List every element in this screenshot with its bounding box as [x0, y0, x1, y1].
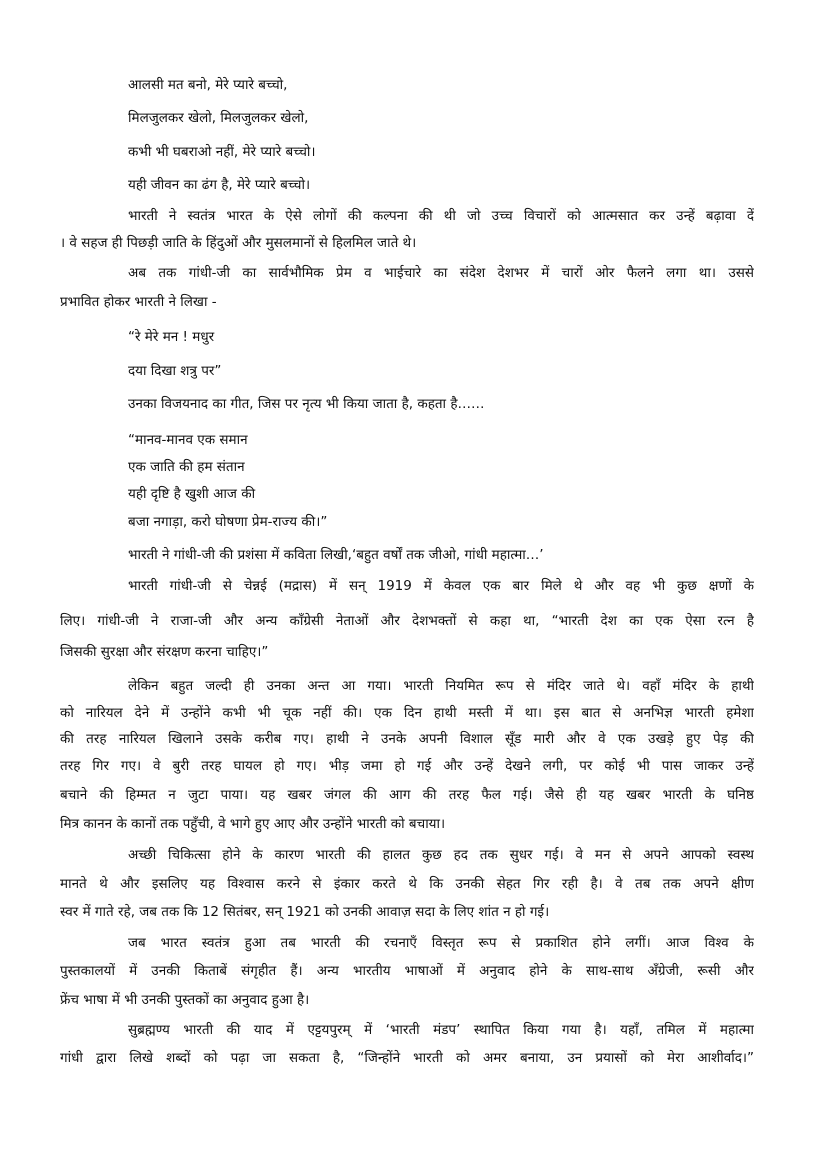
- song-line: यही दृष्टि है खुशी आज की: [128, 486, 256, 502]
- paragraph-line: फ्रेंच भाषा में भी उनकी पुस्तकों का अनुवाद हुआ है।: [60, 992, 310, 1008]
- paragraph-line: उनका विजयनाद का गीत, जिस पर नृत्य भी किया जाता है, कहता है……: [128, 396, 485, 412]
- paragraph-line: मित्र कानन के कानों तक पहुँची, वे भागे हुए आए और उन्होंने भारती को बचाया।: [60, 816, 446, 832]
- paragraph-line: लेकिन बहुत जल्दी ही उनका अन्त आ गया। भारती नियमित रूप से मंदिर जाते थे। वहाँ मंदिर के हाथी: [128, 678, 754, 694]
- paragraph-line: भारती ने गांधी-जी की प्रशंसा में कविता लिखी,‘बहुत वर्षों तक जीओ, गांधी महात्मा…’: [128, 547, 544, 563]
- paragraph-line: भारती गांधी-जी से चेन्नई (मद्रास) में सन् 1919 में केवल एक बार मिले थे और वह भी कुछ क्षणों के: [128, 578, 754, 594]
- paragraph-line: गांधी द्वारा लिखे शब्दों को पढ़ा जा सकता है, “जिन्होंने भारती को अमर बनाया, उन प्रयासों को मेरा आशीर्वाद।”: [60, 1050, 754, 1066]
- paragraph-line: स्वर में गाते रहे, जब तक कि 12 सितंबर, सन् 1921 को उनकी आवाज़ सदा के लिए शांत न हो गई।: [60, 904, 550, 920]
- paragraph-line: जिसकी सुरक्षा और संरक्षण करना चाहिए।”: [60, 644, 269, 660]
- poem-line-4: यही जीवन का ढंग है, मेरे प्यारे बच्चो।: [128, 177, 311, 193]
- paragraph-line: लिए। गांधी-जी ने राजा-जी और अन्य काँग्रेसी नेताओं और देशभक्तों से कहा था, “भारती देश का एक ऐसा रत्न है: [60, 613, 754, 629]
- poem-line-1: आलसी मत बनो, मेरे प्यारे बच्चो,: [128, 77, 288, 93]
- song-line: बजा नगाड़ा, करो घोषणा प्रेम-राज्य की।”: [128, 514, 328, 530]
- poem-line-2: मिलजुलकर खेलो, मिलजुलकर खेलो,: [128, 110, 309, 126]
- paragraph-line: मानते थे और इसलिए यह विश्वास करने से इंकार करते थे कि उनकी सेहत गिर रही है। वे तब तक अपने क्षीण: [60, 876, 754, 892]
- paragraph-line: बचाने की हिम्मत न जुटा पाया। यह खबर जंगल की आग की तरह फैल गई। जैसे ही यह खबर भारती के घनिष्ठ: [60, 787, 754, 803]
- song-line: एक जाति की हम संतान: [128, 459, 245, 475]
- paragraph-line: अब तक गांधी-जी का सार्वभौमिक प्रेम व भाईचारे का संदेश देशभर में चारों ओर फैलने लगा था। उससे: [128, 265, 754, 281]
- paragraph-line: को नारियल देने में उन्होंने कभी भी चूक नहीं की। एक दिन हाथी मस्ती में था। इस बात से अनभिज्ञ भारती हमेशा: [60, 705, 754, 721]
- paragraph-line: सुब्रह्मण्य भारती की याद में एट्टयपुरम् में ‘भारती मंडप’ स्थापित किया गया है। यहाँ, तमिल में महात्मा: [128, 1022, 754, 1038]
- quote-line: “रे मेरे मन ! मधुर: [128, 329, 215, 345]
- paragraph-line: पुस्तकालयों में उनकी किताबें संगृहीत हैं। अन्य भारतीय भाषाओं में अनुवाद होने के साथ-साथ अँग्रेजी, रूसी और: [60, 963, 754, 979]
- quote-line: दया दिखा शत्रु पर”: [128, 363, 222, 379]
- paragraph-line: अच्छी चिकित्सा होने के कारण भारती की हालत कुछ हद तक सुधर गई। वे मन से अपने आपको स्वस्थ: [128, 847, 754, 863]
- paragraph-line: भारती ने स्वतंत्र भारत के ऐसे लोगों की कल्पना की थी जो उच्च विचारों को आत्मसात कर उन्हें बढ़ावा दें: [128, 208, 754, 224]
- song-line: “मानव-मानव एक समान: [128, 432, 248, 448]
- paragraph-line: तरह गिर गए। वे बुरी तरह घायल हो गए। भीड़ जमा हो गई और उन्हें देखने लगी, पर कोई भी पास जाकर उन्हें: [60, 758, 754, 774]
- paragraph-line: की तरह नारियल खिलाने उसके करीब गए। हाथी ने उनके अपनी विशाल सूँड मारी और वे एक उखड़े हुए पेड़ की: [60, 731, 754, 747]
- paragraph-line: प्रभावित होकर भारती ने लिखा -: [60, 294, 217, 310]
- poem-line-3: कभी भी घबराओ नहीं, मेरे प्यारे बच्चो।: [128, 144, 316, 160]
- paragraph-line: । वे सहज ही पिछड़ी जाति के हिंदुओं और मुसलमानों से हिलमिल जाते थे।: [60, 235, 417, 251]
- paragraph-line: जब भारत स्वतंत्र हुआ तब भारती की रचनाएँ विस्तृत रूप से प्रकाशित होने लगीं। आज विश्व के: [128, 935, 754, 951]
